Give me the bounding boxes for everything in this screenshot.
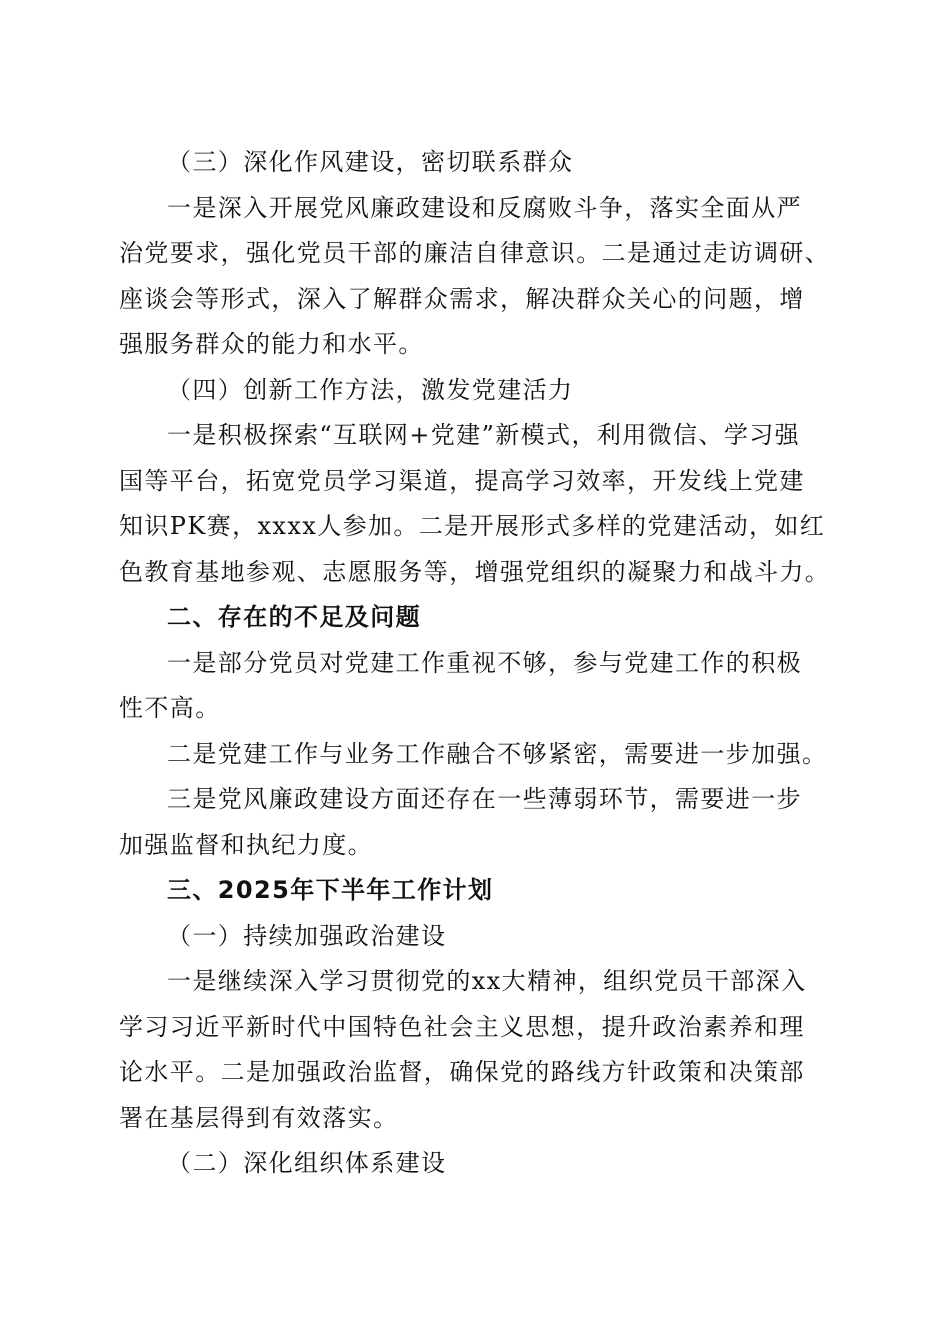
section-heading-plan: 三、2025年下半年工作计划 bbox=[167, 876, 494, 904]
paragraph-line: 强服务群众的能力和水平。 bbox=[119, 330, 424, 358]
paragraph-line: 署在基层得到有效落实。 bbox=[119, 1103, 399, 1132]
paragraph-line: 论水平。二是加强政治监督，确保党的路线方针政策和决策部 bbox=[119, 1058, 805, 1086]
section-heading-problems: 二、存在的不足及问题 bbox=[167, 603, 421, 631]
paragraph-line: 一是积极探索“互联网+党建”新模式，利用微信、学习强 bbox=[167, 421, 801, 449]
subheading-organization: （二）深化组织体系建设 bbox=[167, 1149, 447, 1177]
paragraph-line: 一是部分党员对党建工作重视不够，参与党建工作的积极 bbox=[167, 648, 802, 677]
paragraph-line: 色教育基地参观、志愿服务等，增强党组织的凝聚力和战斗力。 bbox=[119, 557, 831, 586]
paragraph-line: 学习习近平新时代中国特色社会主义思想，提升政治素养和理 bbox=[119, 1012, 805, 1041]
paragraph-line: 知识PK赛，xxxx人参加。二是开展形式多样的党建活动，如红 bbox=[119, 512, 826, 540]
paragraph-line: 一是深入开展党风廉政建设和反腐败斗争，落实全面从严 bbox=[167, 193, 802, 222]
paragraph-line: 座谈会等形式，深入了解群众需求，解决群众关心的问题，增 bbox=[119, 284, 805, 313]
paragraph-line: 国等平台，拓宽党员学习渠道，提高学习效率，开发线上党建 bbox=[119, 466, 805, 495]
document-body bbox=[119, 140, 839, 1187]
paragraph-line: 三是党风廉政建设方面还存在一些薄弱环节，需要进一步 bbox=[167, 785, 802, 813]
paragraph-line: 治党要求，强化党员干部的廉洁自律意识。二是通过走访调研、 bbox=[119, 239, 831, 267]
subheading-work-style: （三）深化作风建设，密切联系群众 bbox=[167, 148, 574, 176]
subheading-work-methods: （四）创新工作方法，激发党建活力 bbox=[167, 375, 574, 404]
paragraph-line: 加强监督和执纪力度。 bbox=[119, 830, 373, 859]
subheading-political-building: （一）持续加强政治建设 bbox=[167, 921, 447, 950]
paragraph-line: 性不高。 bbox=[119, 694, 221, 722]
paragraph-line: 二是党建工作与业务工作融合不够紧密，需要进一步加强。 bbox=[167, 739, 828, 768]
paragraph-line: 一是继续深入学习贯彻党的xx大精神，组织党员干部深入 bbox=[167, 967, 807, 995]
